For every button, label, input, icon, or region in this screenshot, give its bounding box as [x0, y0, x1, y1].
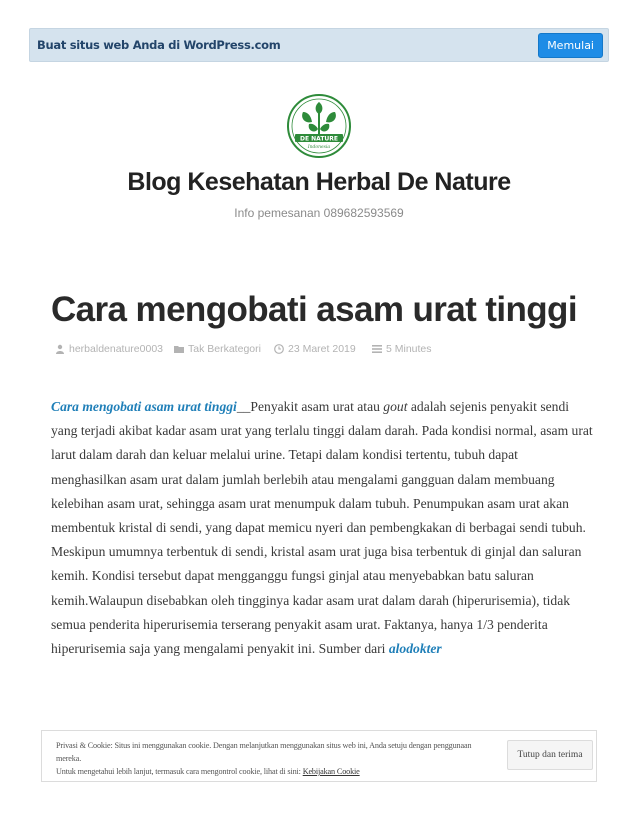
site-title[interactable]: Blog Kesehatan Herbal De Nature: [127, 168, 511, 196]
cookie-text-line2: Untuk mengetahui lebih lanjut, termasuk cara mengontrol cookie, lihat di sini:: [56, 767, 303, 776]
folder-icon: [174, 344, 184, 354]
lead-link[interactable]: Cara mengobati asam urat tinggi: [51, 399, 237, 414]
wordpress-promo-bar: [29, 28, 609, 62]
post-title: Cara mengobati asam urat tinggi: [51, 290, 577, 329]
cookie-policy-link[interactable]: Kebijakan Cookie: [302, 767, 360, 776]
clock-icon: [274, 344, 284, 354]
wordpress-promo-text[interactable]: Buat situs web Anda di WordPress.com: [37, 38, 281, 52]
cookie-text: [56, 739, 476, 778]
separator-text: __: [236, 399, 251, 414]
get-started-button[interactable]: Memulai: [538, 33, 603, 58]
list-icon: [372, 344, 382, 354]
svg-text:DE NATURE: DE NATURE: [299, 135, 339, 143]
post-category[interactable]: [174, 343, 261, 355]
gout-term: gout: [383, 399, 408, 414]
post-date-text: 23 Maret 2019: [288, 343, 356, 355]
de-nature-logo-icon[interactable]: [287, 94, 351, 158]
user-icon: [55, 344, 65, 354]
reading-time-text: 5 Minutes: [386, 343, 432, 355]
post-content: [51, 395, 596, 661]
post-category-name: Tak Berkategori: [188, 343, 261, 355]
close-and-accept-button[interactable]: Tutup dan terima: [507, 740, 593, 770]
post-author[interactable]: [55, 343, 163, 355]
paragraph-text-a: Penyakit asam urat atau: [250, 399, 384, 414]
source-link[interactable]: alodokter: [388, 641, 442, 657]
post-date[interactable]: [274, 343, 356, 355]
site-description: Info pemesanan 089682593569: [234, 206, 404, 220]
svg-text:Indonesia: Indonesia: [307, 145, 331, 150]
post-reading-time: [372, 343, 432, 355]
post-author-name: herbaldenature0003: [69, 343, 163, 355]
cookie-text-line1: Privasi & Cookie: Situs ini menggunakan cookie. Dengan melanjutkan menggunakan situs web ini, Anda setuju dengan penggunaan mereka.: [56, 741, 472, 763]
cookie-notice: [41, 730, 597, 782]
paragraph-text-b: adalah sejenis penyakit sendi yang terjadi akibat kadar asam urat yang terlalu tinggi dalam darah. Pada kondisi normal, asam urat larut dalam darah dan keluar melalui urine. Tetapi dalam kondisi tertentu, tubuh dapat menghasilkan asam urat dalam jumlah berlebih atau mengalami gangguan dalam membuang kelebihan asam urat, sehingga asam urat menumpuk dalam tubuh. Penumpukan asam urat akan membentuk kristal di sendi, yang dapat memicu nyeri dan pembengkakan di berbagai sendi tubuh. Meskipun umumnya terbentuk di sendi, kristal asam urat juga bisa terbentuk di ginjal dan saluran kemih. Kondisi tersebut dapat mengganggu fungsi ginjal atau menyebabkan batu saluran kemih.Walaupun disebabkan oleh tingginya kadar asam urat dalam darah (hiperurisemia), tidak semua penderita hiperurisemia terserang penyakit asam urat. Faktanya, hanya 1/3 penderita hiperurisemia saja yang mengalami penyakit ini. Sumber dari: [51, 399, 593, 657]
